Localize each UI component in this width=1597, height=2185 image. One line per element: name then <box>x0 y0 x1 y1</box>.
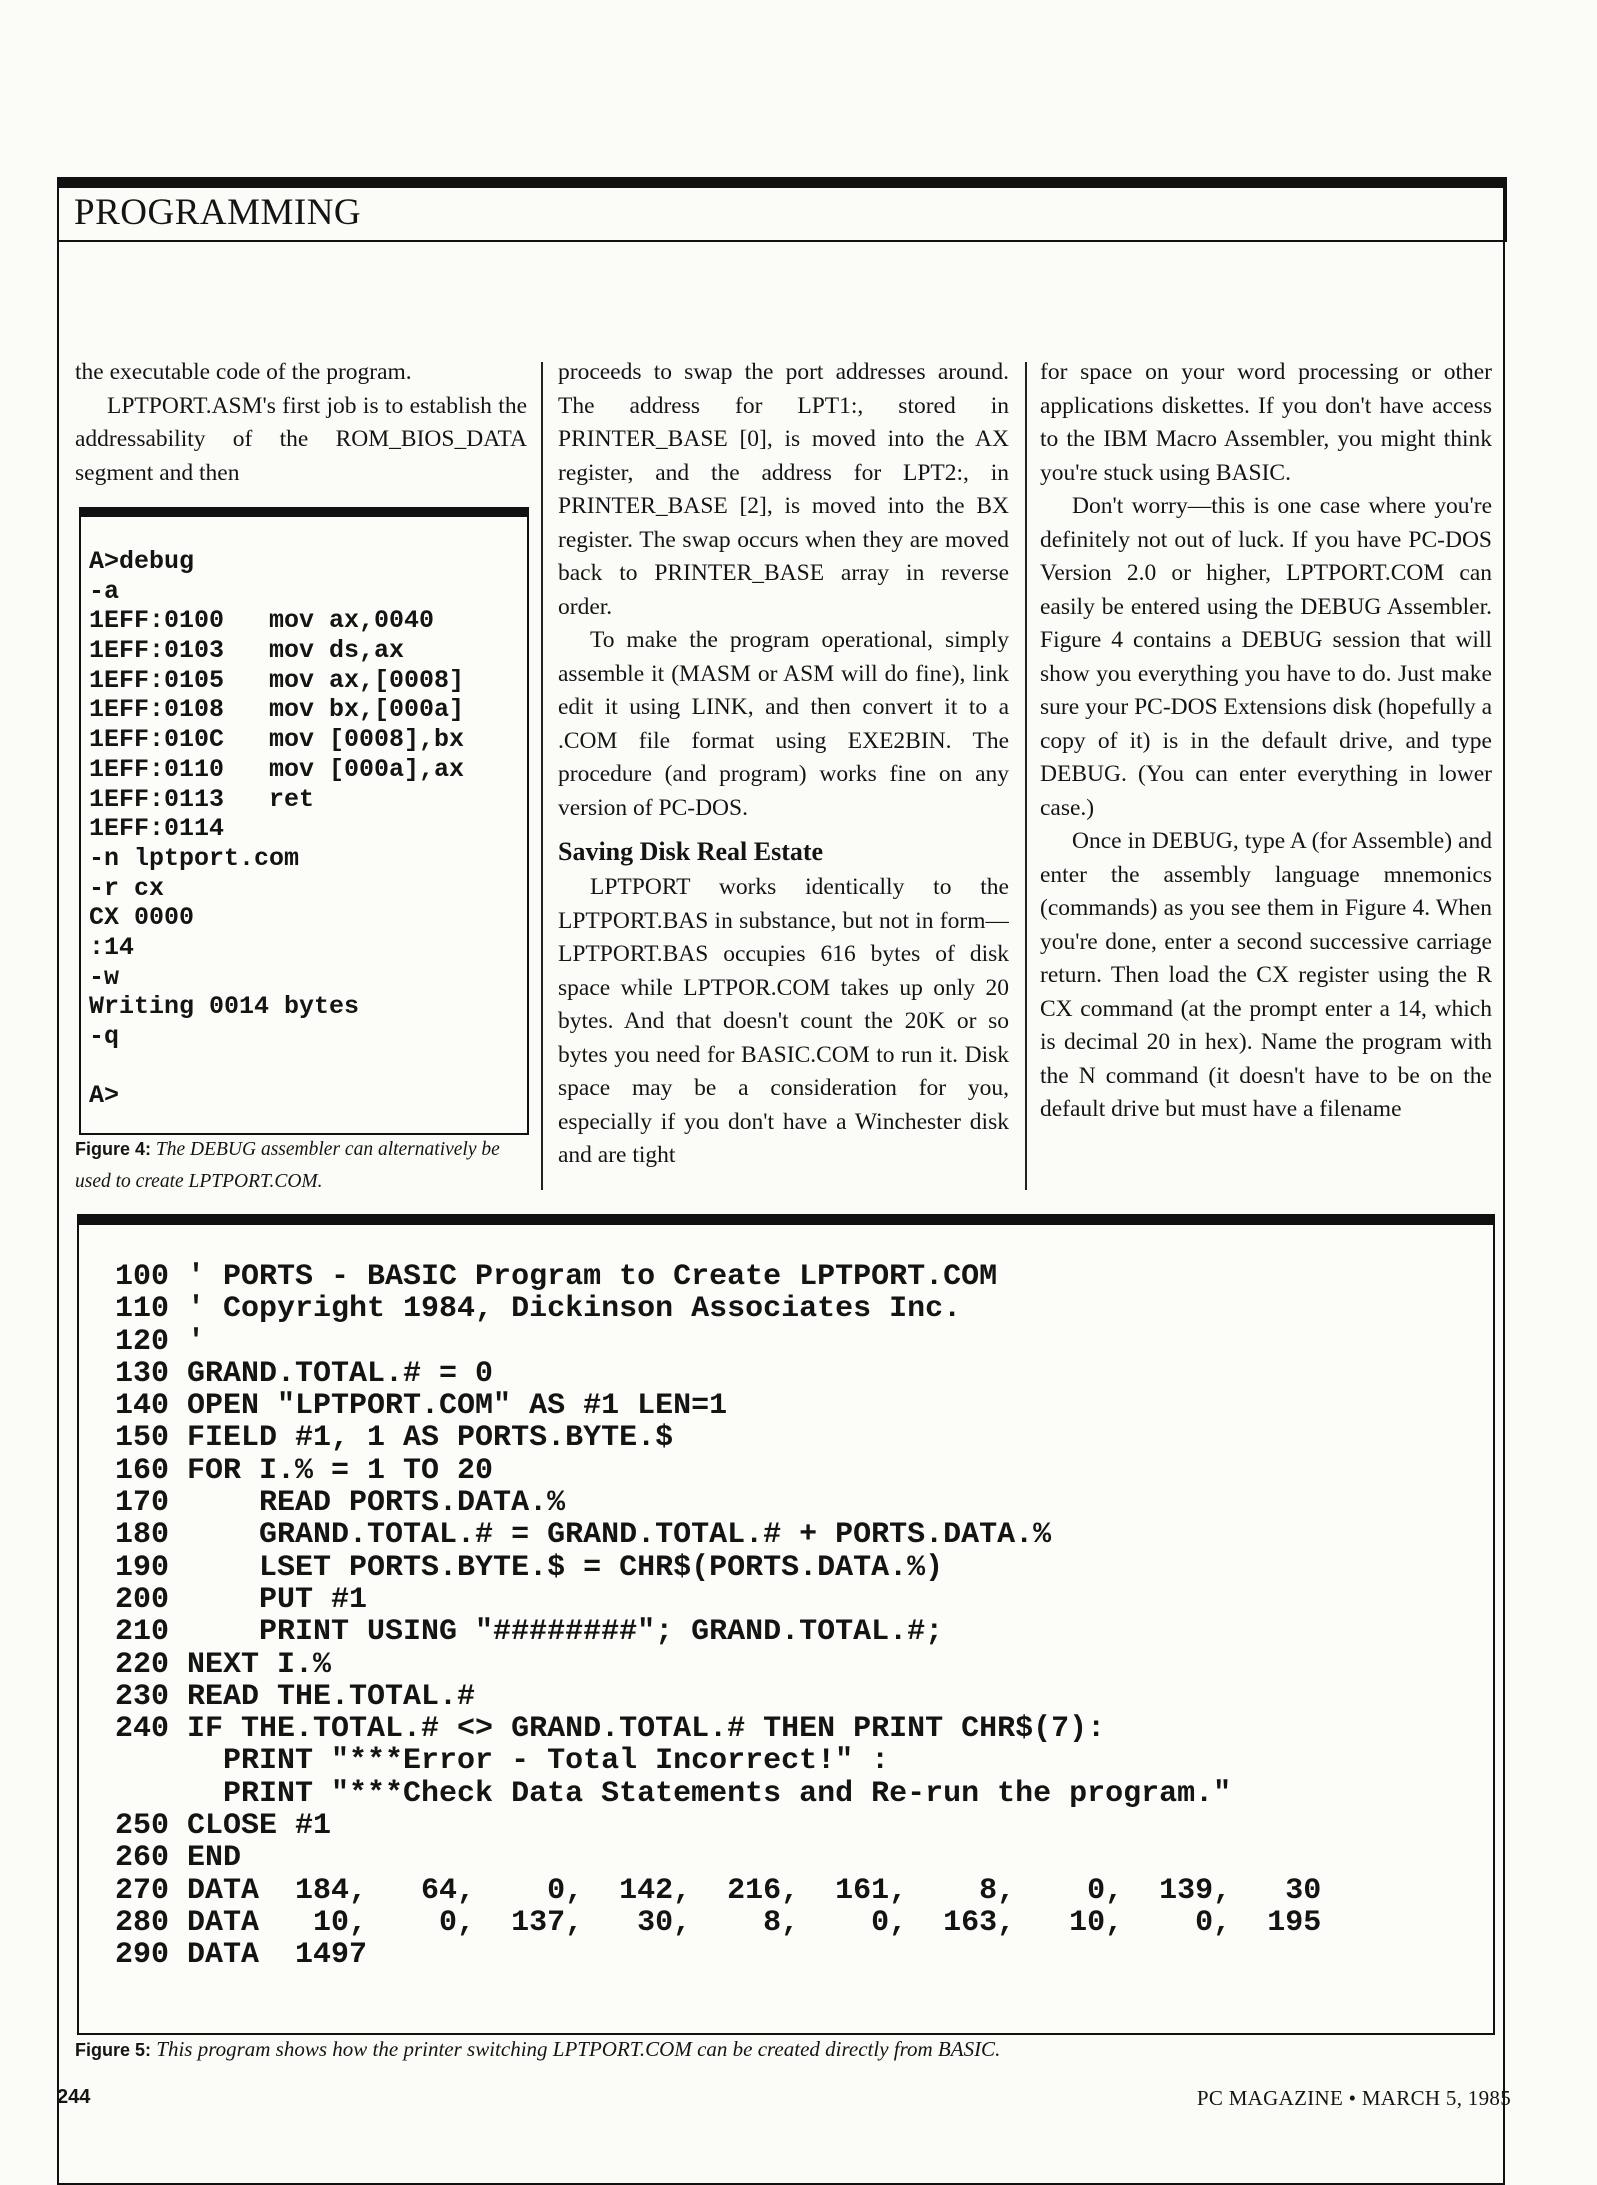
code-line: 160 FOR I.% = 1 TO 20 <box>115 1453 494 1488</box>
paragraph: To make the program operational, simply assemble it (MASM or ASM will do fine), link edit it using LINK, and then convert it to a .COM file format using EXE2BIN. The procedure (and program) works fine on any version of PC-DOS. <box>558 627 1009 821</box>
code-line <box>89 1052 464 1082</box>
page-frame-right <box>1503 188 1505 2185</box>
paragraph: Don't worry—this is one case where you're definitely not out of luck. If you have PC-DOS Version 2.0 or higher, LPTPORT.COM can easily be entered using the DEBUG Assembler. Figure 4 contains a DEBUG session that will show you everything you have to do. Just make sure your PC-DOS Extensions disk (hopefully a copy of it) is in the default drive, and type DEBUG. (You can enter everything in lower case.) <box>1040 493 1492 821</box>
code-line: A> <box>89 1081 120 1111</box>
code-line: PRINT "***Check Data Statements and Re-run the program." <box>115 1776 1232 1811</box>
code-line: 150 FIELD #1, 1 AS PORTS.BYTE.$ <box>115 1421 674 1456</box>
code-line: 220 NEXT I.% <box>115 1647 332 1682</box>
code-line: 190 LSET PORTS.BYTE.$ = CHR$(PORTS.DATA.%) <box>115 1550 944 1585</box>
code-line: 240 IF THE.TOTAL.# <> GRAND.TOTAL.# THEN PRINT CHR$(7): <box>115 1712 1106 1747</box>
code-line: 100 ' PORTS - BASIC Program to Create LPTPORT.COM <box>115 1260 998 1294</box>
code-line: 210 PRINT USING "########"; GRAND.TOTAL.#; <box>115 1615 944 1650</box>
code-line: CX 0000 <box>89 903 195 933</box>
code-line: 1EFF:0110 mov [000a],ax <box>89 754 465 784</box>
code-line: 250 CLOSE #1 <box>115 1809 332 1844</box>
code-line: 1EFF:0100 mov ax,0040 <box>89 606 435 636</box>
article-column-3 <box>1040 356 1492 1194</box>
code-line: 120 ' <box>115 1324 206 1359</box>
code-line: 110 ' Copyright 1984, Dickinson Associates Inc. <box>115 1292 962 1327</box>
code-line: 230 READ THE.TOTAL.# <box>115 1679 476 1714</box>
paragraph: for space on your word processing or other applications diskettes. If you don't have access to the IBM Macro Assembler, you might think you're stuck using BASIC. <box>1040 359 1492 486</box>
paragraph: LPTPORT.ASM's first job is to establish the addressability of the ROM_BIOS_DATA segment and then <box>75 392 527 486</box>
code-line: 280 DATA 10, 0, 137, 30, 8, 0, 163, 10, 0, 195 <box>115 1905 1322 1940</box>
code-line: 140 OPEN "LPTPORT.COM" AS #1 LEN=1 <box>115 1389 728 1424</box>
publication-footer: PC MAGAZINE • MARCH 5, 1985 <box>1196 2086 1511 2110</box>
code-line: 1EFF:0103 mov ds,ax <box>89 636 405 666</box>
caption-text: This program shows how the printer switching LPTPORT.COM can be created directly from BASIC. <box>156 2037 1001 2061</box>
paragraph: Once in DEBUG, type A (for Assemble) and enter the assembly language mnemonics (commands) as you see them in Figure 4. When you're done, enter a second successive carriage return. Then load the CX register using the R CX command (at the prompt enter a 14, which is decimal 20 in hex). Name the program with the N command (it doesn't have to be on the default drive but must have a filename <box>1040 828 1492 1122</box>
subheading: Saving Disk Real Estate <box>558 837 824 866</box>
code-line: PRINT "***Error - Total Incorrect!" : <box>115 1744 890 1779</box>
caption-label: Figure 4: <box>75 1139 152 1159</box>
code-line: 290 DATA 1497 <box>115 1938 368 1973</box>
code-line: -w <box>89 962 120 992</box>
code-line: 260 END <box>115 1841 242 1876</box>
code-line: 130 GRAND.TOTAL.# = 0 <box>115 1356 494 1391</box>
code-line: 170 READ PORTS.DATA.% <box>115 1486 566 1521</box>
basic-program-listing <box>115 1261 1321 1972</box>
caption-text: The DEBUG assembler can alternatively be used to create LPTPORT.COM. <box>75 1139 500 1192</box>
figure-5-caption <box>75 2034 1495 2065</box>
code-line: 180 GRAND.TOTAL.# = GRAND.TOTAL.# + PORTS.DATA.% <box>115 1518 1052 1553</box>
code-line: :14 <box>89 932 135 962</box>
code-line: -q <box>89 1022 120 1051</box>
debug-session-listing <box>89 547 464 1111</box>
article-column-1 <box>75 356 527 490</box>
page-frame-left <box>57 188 59 2185</box>
code-line: A>debug <box>89 547 195 576</box>
code-line: -n lptport.com <box>89 843 300 873</box>
code-line: -r cx <box>89 873 165 903</box>
code-line: 1EFF:0113 ret <box>89 784 315 814</box>
section-title: PROGRAMMING <box>74 192 362 233</box>
figure-5-box <box>77 1214 1495 2035</box>
figure-4-box <box>79 507 529 1135</box>
header-rule <box>57 177 1507 188</box>
page-number: 244 <box>57 2086 91 2108</box>
article-column-2 <box>558 356 1009 1194</box>
code-line: -a <box>89 576 120 606</box>
code-line: Writing 0014 bytes <box>89 992 360 1022</box>
code-line: 1EFF:0105 mov ax,[0008] <box>89 665 465 695</box>
paragraph: proceeds to swap the port addresses around. The address for LPT1:, stored in PRINTER_BASE [0], is moved into the AX register, and the address for LPT2:, in PRINTER_BASE [2], is moved into the BX register. The swap occurs when they are moved back to PRINTER_BASE array in reverse order. <box>558 359 1009 620</box>
code-line: 1EFF:0114 <box>89 814 225 844</box>
paragraph: the executable code of the program. <box>75 359 412 385</box>
caption-label: Figure 5: <box>75 2040 152 2060</box>
paragraph: LPTPORT works identically to the LPTPORT.BAS in substance, but not in form—LPTPORT.BAS occupies 616 bytes of disk space while LPTPOR.COM takes up only 20 bytes. And that doesn't count the 20K or so bytes you need for BASIC.COM to run it. Disk space may be a consideration for you, especially if you don't have a Winchester disk and are tight <box>558 874 1009 1168</box>
code-line: 1EFF:0108 mov bx,[000a] <box>89 695 465 725</box>
code-line: 200 PUT #1 <box>115 1582 368 1617</box>
code-line: 270 DATA 184, 64, 0, 142, 216, 161, 8, 0, 139, 30 <box>115 1873 1322 1908</box>
column-rule-1 <box>541 362 543 1190</box>
column-rule-2 <box>1025 362 1027 1190</box>
code-line: 1EFF:010C mov [0008],bx <box>89 725 465 755</box>
figure-4-caption <box>75 1133 535 1198</box>
